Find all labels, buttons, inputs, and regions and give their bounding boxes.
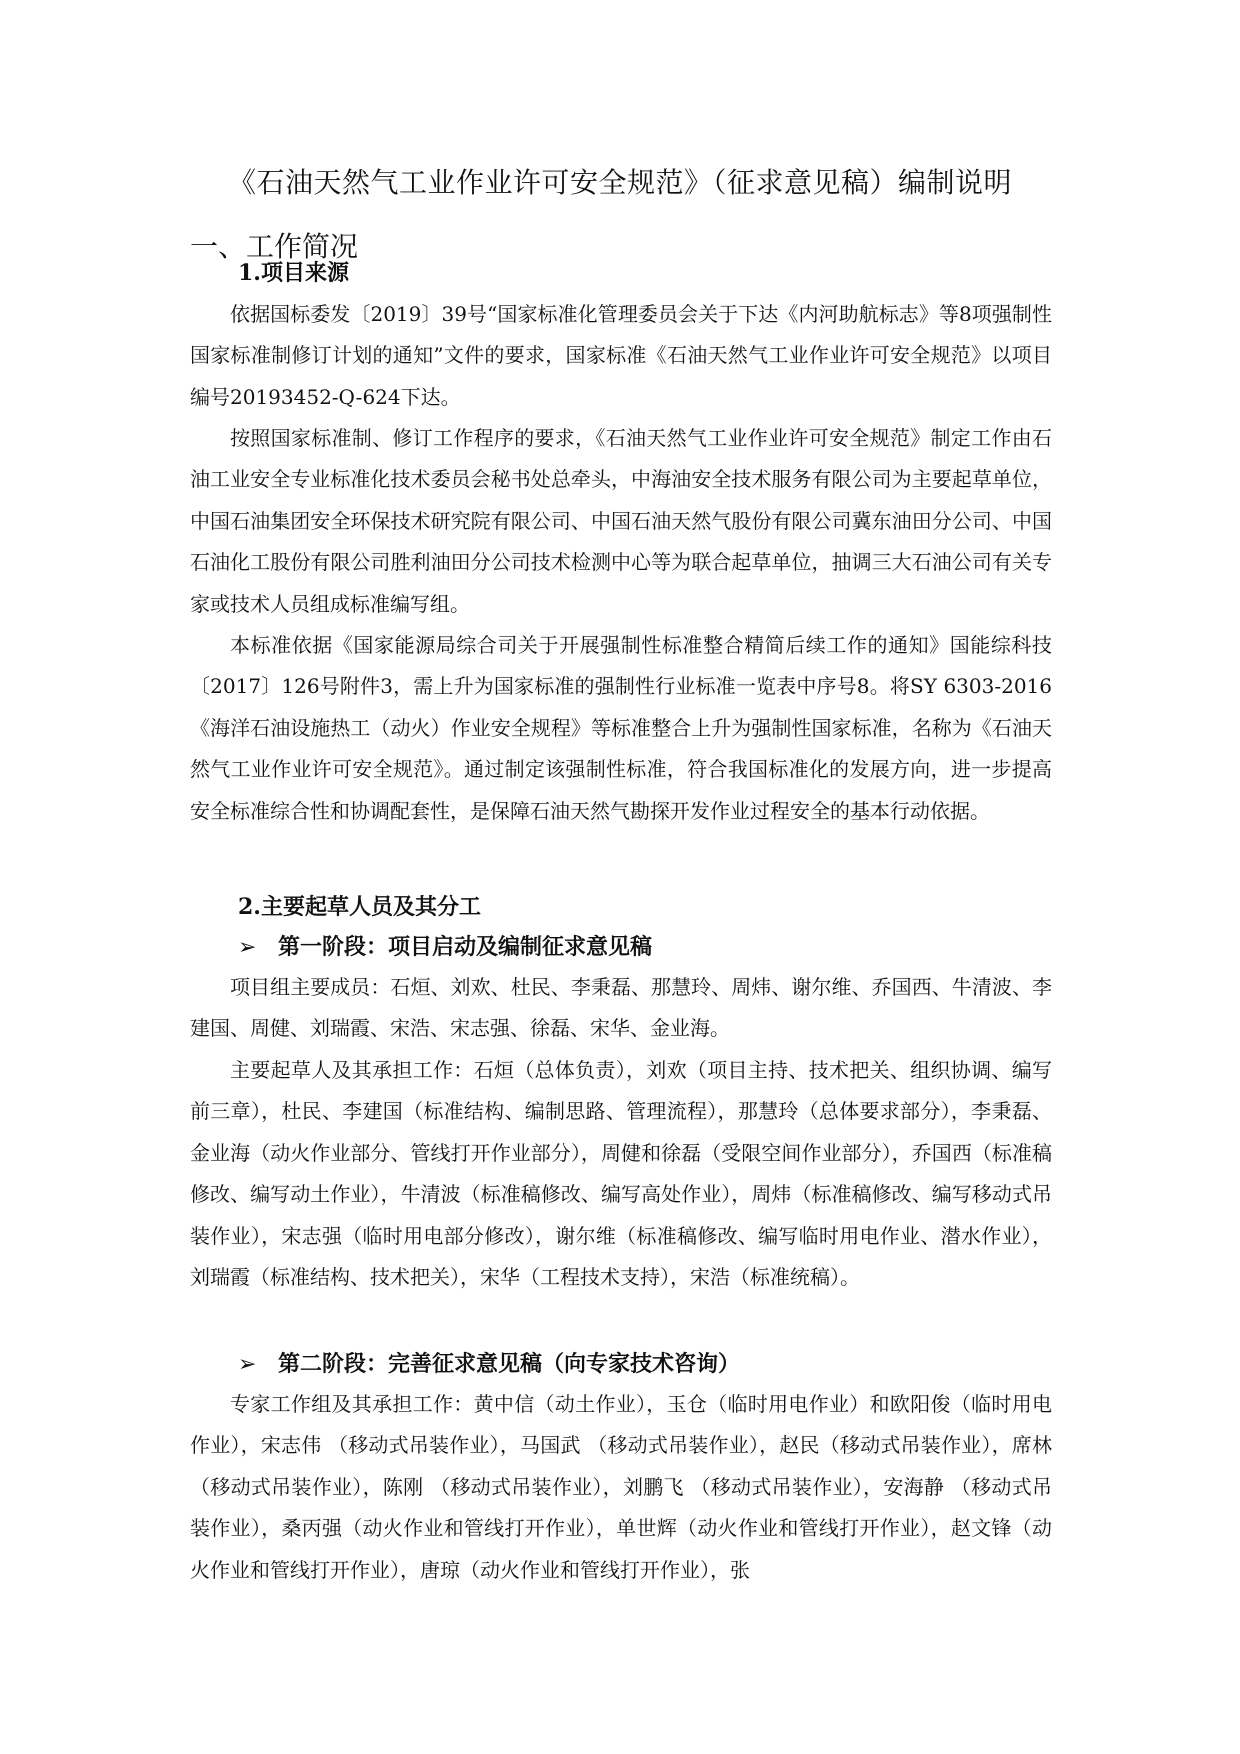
paragraph-stage-two-experts: 专家工作组及其承担工作：黄中信（动土作业），玉仓（临时用电作业）和欧阳俊（临时用电作业），宋志伟 （移动式吊装作业），马国武 （移动式吊装作业），赵民（移动式吊装作业），席林 （移动式吊装作业），陈刚 （移动式吊装作业），刘鹏飞 （移动式吊装作业），安海静 （移动式吊装作业），桑丙强（动火作业和管线打开作业），单世辉（动火作业和管线打开作业），赵文锋（动火作业和管线打开作业），唐琼（动火作业和管线打开作业），张 (190, 1392, 1052, 1582)
paragraph-project-source-1: 依据国标委发〔2019〕39号“国家标准化管理委员会关于下达《内河助航标志》等8项强制性国家标准制修订计划的通知”文件的要求，国家标准《石油天然气工业作业许可安全规范》以项目编号20193452-Q-624下达。 (190, 302, 1052, 409)
bullet-arrow-icon: ➢ (238, 1352, 257, 1377)
document-title: 《石油天然气工业作业许可安全规范》（征求意见稿）编制说明 (227, 166, 1012, 199)
stage-one-heading-text: 第一阶段：项目启动及编制征求意见稿 (278, 934, 653, 960)
bullet-arrow-icon: ➢ (238, 935, 257, 960)
paragraph-project-source-3: 本标准依据《国家能源局综合司关于开展强制性标准整合精简后续工作的通知》国能综科技〔2017〕126号附件3，需上升为国家标准的强制性行业标准一览表中序号8。将SY 6303-2016 《海洋石油设施热工（动火）作业安全规程》等标准整合上升为强制性国家标准，名称为《石油天然气工业作业许可安全规范》。通过制定该强制性标准，符合我国标准化的发展方向，进一步提高安全标准综合性和协调配套性，是保障石油天然气勘探开发作业过程安全的基本行动依据。 (190, 633, 1052, 823)
stage-two-heading (238, 1347, 740, 1382)
paragraph-stage-one-duties: 主要起草人及其承担工作：石烜（总体负责），刘欢（项目主持、技术把关、组织协调、编写前三章），杜民、李建国（标准结构、编制思路、管理流程），那慧玲（总体要求部分），李秉磊、金业海（动火作业部分、管线打开作业部分），周健和徐磊（受限空间作业部分），乔国西（标准稿修改、编写动土作业），牛清波（标准稿修改、编写高处作业），周炜（标准稿修改、编写移动式吊装作业），宋志强（临时用电部分修改），谢尔维（标准稿修改、编写临时用电作业、潜水作业），刘瑞霞（标准结构、技术把关），宋华（工程技术支持），宋浩（标准统稿）。 (190, 1058, 1052, 1290)
stage-two-heading-text: 第二阶段：完善征求意见稿（向专家技术咨询） (278, 1351, 741, 1377)
paragraph-stage-one-members: 项目组主要成员：石烜、刘欢、杜民、李秉磊、那慧玲、周炜、谢尔维、乔国西、牛清波、李建国、周健、刘瑞霞、宋浩、宋志强、徐磊、宋华、金业海。 (190, 975, 1052, 1041)
subsection-heading-drafters: 2.主要起草人员及其分工 (238, 894, 481, 920)
stage-one-heading (238, 930, 652, 965)
section-heading-work-overview: 一、工作简况 (190, 230, 359, 263)
paragraph-project-source-2: 按照国家标准制、修订工作程序的要求，《石油天然气工业作业许可安全规范》制定工作由石油工业安全专业标准化技术委员会秘书处总牵头，中海油安全技术服务有限公司为主要起草单位，中国石油集团安全环保技术研究院有限公司、中国石油天然气股份有限公司冀东油田分公司、中国石油化工股份有限公司胜利油田分公司技术检测中心等为联合起草单位，抽调三大石油公司有关专家或技术人员组成标准编写组。 (190, 426, 1052, 616)
subsection-heading-project-source: 1.项目来源 (238, 260, 349, 286)
